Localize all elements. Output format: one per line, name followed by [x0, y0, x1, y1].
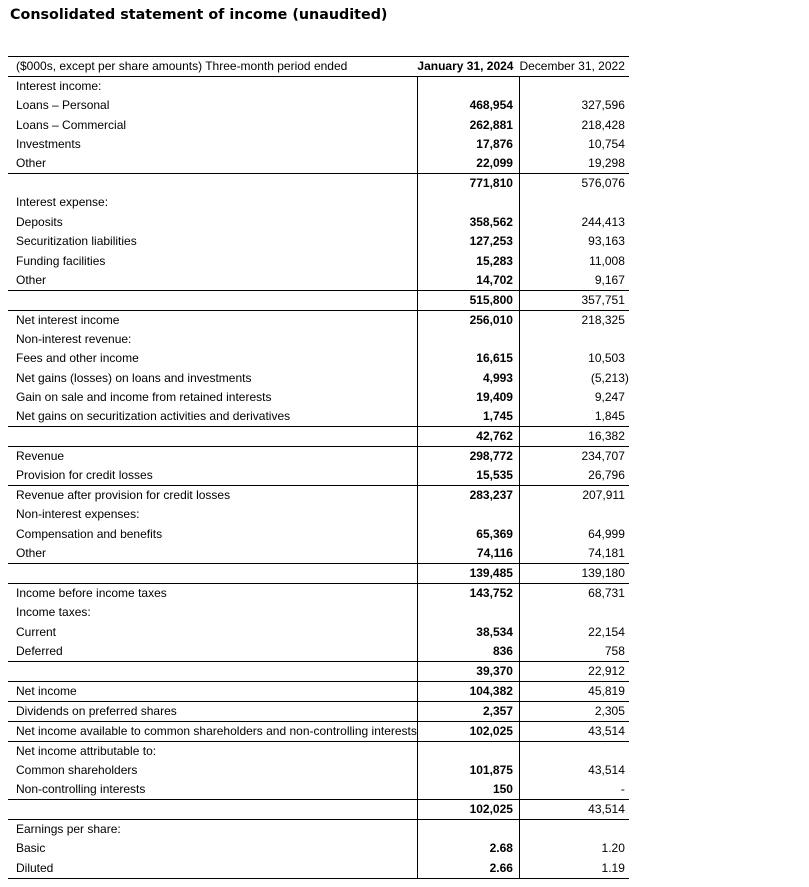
table-row: [8, 466, 629, 486]
subtotal-row: [8, 564, 629, 584]
current-period-value: 468,954: [417, 96, 519, 115]
row-label: [8, 800, 417, 820]
row-label: Net income: [8, 681, 417, 701]
row-label: Interest income:: [16, 79, 102, 93]
current-period-value: 358,562: [417, 213, 519, 232]
prior-period-value: 234,707: [519, 447, 628, 467]
row-label: Compensation and benefits: [16, 526, 163, 541]
current-period-value: 17,876: [417, 135, 519, 154]
row-label: [8, 661, 417, 681]
table-row: [8, 369, 629, 388]
current-period-value: 256,010: [417, 310, 519, 330]
prior-period-value: 327,596: [581, 98, 625, 113]
row-label: Funding facilities: [16, 253, 106, 268]
row-label: [8, 427, 417, 447]
prior-period-value: 218,428: [581, 117, 625, 132]
current-period-value: 2.68: [417, 839, 519, 858]
table-row: [8, 447, 629, 467]
table-row: [8, 761, 629, 780]
current-period-value: 101,875: [417, 761, 519, 780]
row-label: Income before income taxes: [8, 584, 417, 604]
row-label: Provision for credit losses: [16, 468, 153, 483]
current-period-value: [417, 505, 519, 524]
subtotal-row: [8, 174, 629, 194]
row-label: Deferred: [16, 643, 63, 658]
row-label: Earnings per share:: [8, 820, 417, 840]
row-label: Non-controlling interests: [16, 782, 146, 797]
prior-period-value: 9,247: [594, 390, 625, 405]
table-row: [8, 681, 629, 701]
table-row: [8, 544, 629, 564]
page-title: Consolidated statement of income (unaudited): [10, 7, 388, 23]
current-period-value: 836: [417, 642, 519, 662]
row-label: Loans – Personal: [16, 98, 110, 113]
prior-period-value: 43,514: [519, 721, 628, 741]
table-row: [8, 213, 629, 232]
current-period-value: 42,762: [417, 427, 519, 447]
row-label: Net interest income: [8, 310, 417, 330]
prior-period-value: 43,514: [519, 800, 628, 820]
current-period-value: 15,535: [417, 466, 519, 486]
header-current-period: January 31, 2024: [417, 59, 514, 73]
current-period-value: [417, 193, 519, 212]
prior-period-value: [519, 741, 628, 761]
prior-period-value: [519, 330, 628, 349]
table-row: [8, 486, 629, 506]
prior-period-value: [519, 820, 628, 840]
row-label: Fees and other income: [16, 351, 139, 366]
subtotal-row: [8, 427, 629, 447]
prior-period-value: 22,154: [588, 624, 625, 639]
row-label: Non-interest expenses:: [16, 507, 140, 522]
row-label: [8, 290, 417, 310]
table-row: [8, 349, 629, 368]
table-row: [8, 310, 629, 330]
header-label: ($000s, except per share amounts) Three-month period ended: [16, 59, 348, 73]
prior-period-value: 74,181: [588, 546, 625, 561]
current-period-value: 150: [417, 780, 519, 800]
prior-period-value: 2,305: [519, 701, 628, 721]
subtotal-row: [8, 290, 629, 310]
prior-period-value: 68,731: [519, 584, 628, 604]
row-label: Loans – Commercial: [16, 117, 127, 132]
current-period-value: 515,800: [417, 290, 519, 310]
current-period-value: 38,534: [417, 622, 519, 641]
prior-period-value: (5,213): [590, 370, 629, 385]
subtotal-row: [8, 661, 629, 681]
prior-period-value: 22,912: [519, 661, 628, 681]
table-row: [8, 642, 629, 662]
table-header-row: [8, 57, 629, 77]
row-label: Basic: [16, 841, 46, 856]
row-label: [8, 564, 417, 584]
prior-period-value: 576,076: [519, 174, 628, 194]
current-period-value: 262,881: [417, 115, 519, 134]
table-row: [8, 135, 629, 154]
prior-period-value: 10,503: [588, 351, 625, 366]
current-period-value: 102,025: [417, 800, 519, 820]
row-label: Other: [16, 546, 47, 561]
row-label: Net income attributable to:: [8, 741, 417, 761]
row-label: Net gains (losses) on loans and investments: [16, 370, 252, 385]
table-row: [8, 251, 629, 270]
prior-period-value: 26,796: [588, 468, 625, 483]
current-period-value: 14,702: [417, 271, 519, 291]
table-row: [8, 232, 629, 251]
current-period-value: 104,382: [417, 681, 519, 701]
prior-period-value: 19,298: [588, 156, 625, 171]
row-label: Investments: [16, 136, 81, 151]
current-period-value: 16,615: [417, 349, 519, 368]
prior-period-value: -: [620, 782, 625, 797]
current-period-value: 39,370: [417, 661, 519, 681]
current-period-value: 139,485: [417, 564, 519, 584]
section-heading-row: [8, 505, 629, 524]
current-period-value: 4,993: [417, 369, 519, 388]
prior-period-value: 9,167: [594, 272, 625, 287]
prior-period-value: [519, 505, 628, 524]
prior-period-value: 1.19: [519, 859, 628, 879]
row-label: Revenue: [8, 447, 417, 467]
row-label: Current: [16, 624, 57, 639]
table-row: [8, 780, 629, 800]
prior-period-value: 1.20: [601, 841, 625, 856]
prior-period-value: 45,819: [519, 681, 628, 701]
prior-period-value: 357,751: [519, 290, 628, 310]
table-body: [8, 77, 629, 879]
prior-period-value: 10,754: [588, 136, 625, 151]
row-label: Revenue after provision for credit losses: [8, 486, 417, 506]
prior-period-value: 64,999: [588, 526, 625, 541]
prior-period-value: 43,514: [588, 763, 625, 778]
current-period-value: 298,772: [417, 447, 519, 467]
income-statement-table: [8, 56, 629, 879]
table-row: [8, 859, 629, 879]
current-period-value: 1,745: [417, 407, 519, 427]
table-row: [8, 839, 629, 858]
table-row: [8, 721, 629, 741]
current-period-value: 15,283: [417, 251, 519, 270]
row-label: Income taxes:: [16, 605, 91, 620]
row-label: Deposits: [16, 214, 63, 229]
prior-period-value: [519, 193, 628, 212]
current-period-value: 2,357: [417, 701, 519, 721]
table-row: [8, 388, 629, 407]
current-period-value: 102,025: [417, 721, 519, 741]
table-row: [8, 407, 629, 427]
prior-period-value: 1,845: [594, 409, 625, 424]
current-period-value: 143,752: [417, 584, 519, 604]
section-heading-row: [8, 77, 629, 97]
current-period-value: 65,369: [417, 525, 519, 544]
table-row: [8, 622, 629, 641]
current-period-value: 127,253: [417, 232, 519, 251]
current-period-value: [417, 820, 519, 840]
row-label: Securitization liabilities: [16, 234, 137, 249]
current-period-value: [417, 741, 519, 761]
table-row: [8, 701, 629, 721]
prior-period-value: [519, 603, 628, 622]
current-period-value: 74,116: [417, 544, 519, 564]
row-label: Diluted: [8, 859, 417, 879]
current-period-value: 22,099: [417, 154, 519, 174]
current-period-value: 771,810: [417, 174, 519, 194]
row-label: Common shareholders: [16, 763, 138, 778]
row-label: Net income available to common shareholders and non-controlling interests: [8, 721, 417, 741]
subtotal-row: [8, 800, 629, 820]
current-period-value: [417, 330, 519, 349]
section-heading-row: [8, 193, 629, 212]
prior-period-value: 758: [604, 643, 625, 658]
prior-period-value: [519, 77, 628, 97]
table-row: [8, 584, 629, 604]
current-period-value: 19,409: [417, 388, 519, 407]
current-period-value: [417, 603, 519, 622]
row-label: Interest expense:: [16, 195, 109, 210]
prior-period-value: 16,382: [519, 427, 628, 447]
row-label: Gain on sale and income from retained interests: [16, 390, 272, 405]
current-period-value: [417, 77, 519, 97]
table-row: [8, 271, 629, 291]
table-row: [8, 525, 629, 544]
current-period-value: 2.66: [417, 859, 519, 879]
table-row: [8, 154, 629, 174]
prior-period-value: 93,163: [588, 234, 625, 249]
row-label: Dividends on preferred shares: [8, 701, 417, 721]
row-label: Other: [16, 272, 47, 287]
prior-period-value: 244,413: [581, 214, 625, 229]
prior-period-value: 207,911: [519, 486, 628, 506]
row-label: Net gains on securitization activities and derivatives: [16, 409, 291, 424]
prior-period-value: 218,325: [519, 310, 628, 330]
section-heading-row: [8, 603, 629, 622]
table-row: [8, 741, 629, 761]
section-heading-row: [8, 330, 629, 349]
table-row: [8, 115, 629, 134]
prior-period-value: 11,008: [589, 253, 625, 268]
row-label: Non-interest revenue:: [16, 331, 132, 346]
row-label: [8, 174, 417, 194]
prior-period-value: 139,180: [519, 564, 628, 584]
table-row: [8, 820, 629, 840]
table-row: [8, 96, 629, 115]
current-period-value: 283,237: [417, 486, 519, 506]
header-prior-period: December 31, 2022: [519, 59, 625, 73]
row-label: Other: [16, 156, 47, 171]
